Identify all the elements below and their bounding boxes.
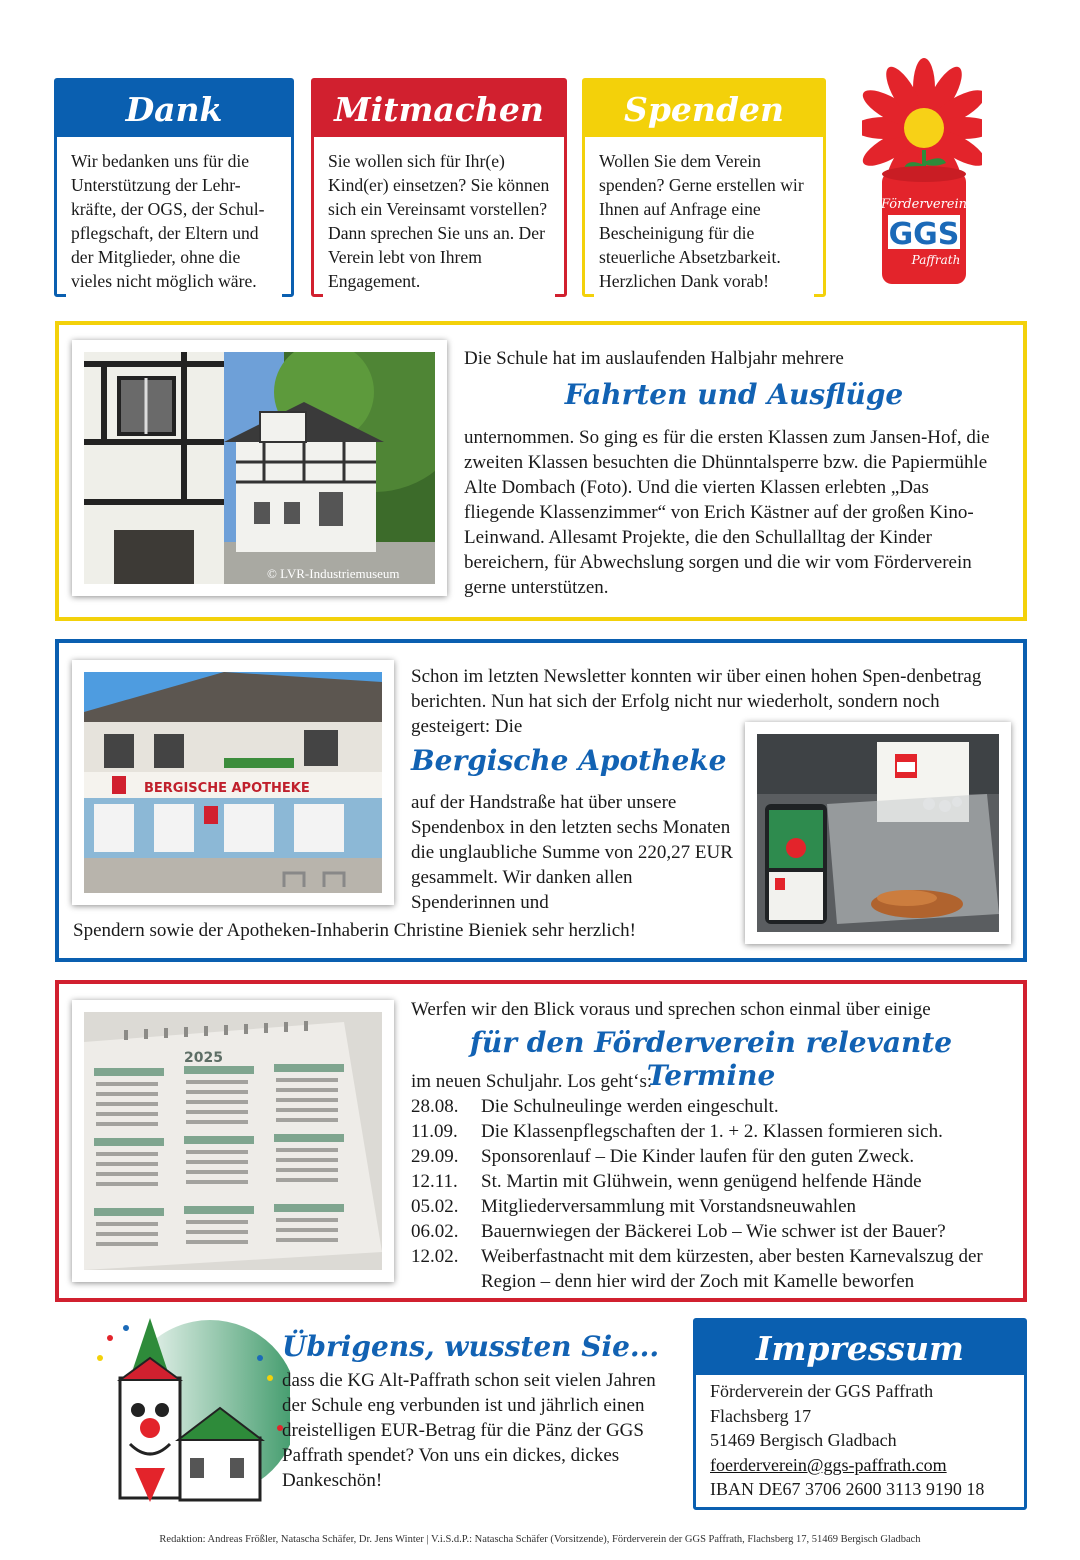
dates-intro: Werfen wir den Blick voraus und sprechen schon einmal über einige xyxy=(411,999,931,1020)
pharmacy-title: Bergische Apotheke xyxy=(411,744,727,777)
date-text: Bauernwiegen der Bäckerei Lob – Wie schwer ist der Bauer? xyxy=(481,1221,946,1242)
date-item xyxy=(411,1094,1021,1119)
date-label: 29.09. xyxy=(411,1146,459,1167)
photo-credit: © LVR-Industriemuseum xyxy=(267,566,400,581)
impressum-body xyxy=(696,1375,1024,1506)
date-label: 28.08. xyxy=(411,1096,459,1117)
date-item xyxy=(411,1169,1021,1194)
box-mitmachen-title: Mitmachen xyxy=(314,81,564,137)
foerderverein-logo xyxy=(862,50,982,300)
impressum-title: Impressum xyxy=(696,1321,1024,1375)
date-text: Sponsorenlauf – Die Kinder laufen für den guten Zweck. xyxy=(481,1146,915,1167)
impressum-box xyxy=(693,1318,1027,1510)
box-dank-text: Wir bedanken uns für die Unterstützung der Lehr-kräfte, der OGS, der Schul-pflegschaft, der Eltern und der Mitglieder, ohne die vieles nicht möglich wäre. xyxy=(66,145,282,297)
impressum-email-link[interactable]: foerderverein@ggs-paffrath.com xyxy=(710,1454,947,1475)
impressum-org: Förderverein der GGS Paffrath xyxy=(710,1381,934,1401)
box-mitmachen xyxy=(311,78,567,297)
date-item xyxy=(411,1244,1021,1294)
logo-line3: Paffrath xyxy=(911,253,961,267)
date-item xyxy=(411,1119,1021,1144)
date-item xyxy=(411,1219,1021,1244)
date-text: Die Klassenpflegschaften der 1. + 2. Klassen formieren sich. xyxy=(481,1121,943,1142)
box-dank-title: Dank xyxy=(57,81,291,137)
photo-spendenbox xyxy=(745,722,1011,944)
box-spenden-text: Wollen Sie dem Verein spenden? Gerne erstellen wir Ihnen auf Anfrage eine Bescheinigung für die steuerliche Absetzbarkeit. Herzlichen Dank vorab! xyxy=(594,145,814,297)
impressum-city: 51469 Bergisch Gladbach xyxy=(710,1430,897,1450)
date-text: St. Martin mit Glühwein, wenn genügend helfende Hände xyxy=(481,1171,922,1192)
dates-lead: im neuen Schuljahr. Los geht‘s: xyxy=(411,1071,653,1092)
pharmacy-intro: Schon im letzten Newsletter konnten wir über einen hohen Spen-denbetrag berichten. Nun hat sich der Erfolg nicht nur wiederholt, sondern noch gesteigert: Die xyxy=(411,666,982,737)
calendar-year: 2025 xyxy=(184,1050,223,1066)
dates-title: für den Förderverein relevante Termine xyxy=(469,1026,953,1092)
photo-apotheke xyxy=(72,660,394,905)
didyouknow-text: dass die KG Alt-Paffrath schon seit vielen Jahren der Schule eng verbunden ist und jährlich einen dreistelligen EUR-Betrag für die Pänz der GGS Paffrath spendet? Von uns ein dickes, dickes Dankeschön! xyxy=(282,1370,656,1491)
box-spenden-title: Spenden xyxy=(585,81,823,137)
impressum-iban: IBAN DE67 3706 2600 3113 9190 18 xyxy=(710,1479,985,1499)
date-item xyxy=(411,1194,1021,1219)
pharmacy-body: auf der Handstraße hat über unsere Spendenbox in den letzten sechs Monaten die unglaubliche Summe von 220,27 EUR gesammelt. Wir danken allen Spenderinnen und xyxy=(411,792,733,913)
photo-kalender xyxy=(72,1000,394,1282)
date-label: 11.09. xyxy=(411,1121,458,1142)
dates-list xyxy=(411,1094,1021,1294)
impressum-street: Flachsberg 17 xyxy=(710,1405,812,1426)
trips-title: Fahrten und Ausflüge xyxy=(564,378,904,411)
date-label: 05.02. xyxy=(411,1196,459,1217)
date-text: Weiberfastnacht mit dem kürzesten, aber besten Karnevalszug der Region – denn hier wird der Zoch mit Kamelle beworfen xyxy=(481,1246,983,1292)
date-label: 12.11. xyxy=(411,1171,458,1192)
date-label: 12.02. xyxy=(411,1246,459,1267)
date-text: Mitgliederversammlung mit Vorstandsneuwahlen xyxy=(481,1196,857,1217)
box-mitmachen-text: Sie wollen sich für Ihr(e) Kind(er) einsetzen? Sie können sich ein Vereinsamt vorstellen? Dann sprechen Sie uns an. Der Verein lebt von Ihrem Engagement. xyxy=(323,145,555,297)
date-label: 06.02. xyxy=(411,1221,459,1242)
logo-line1: Förderverein xyxy=(880,197,968,212)
trips-intro: Die Schule hat im auslaufenden Halbjahr mehrere xyxy=(464,348,844,369)
box-dank xyxy=(54,78,294,297)
apotheke-sign: BERGISCHE APOTHEKE xyxy=(144,781,310,796)
pharmacy-closing: Spendern sowie der Apotheken-Inhaberin Christine Bieniek sehr herzlich! xyxy=(73,920,636,941)
trips-body: unternommen. So ging es für die ersten Klassen zum Jansen-Hof, die zweiten Klassen besuchten die Dhünntalsperre bzw. die Papiermühle Alte Dombach (Foto). Und die vierten Klassen erlebten „Das fliegende Klassenzimmer“ von Erich Kästner auf der großen Kino-Leinwand. Allesamt Projekte, die den Schullalltag der Kinder bereichern, für Abwechslung sorgen und die wir vom Förderverein gerne unterstützen. xyxy=(464,427,990,598)
date-text: Die Schulneulinge werden eingeschult. xyxy=(481,1096,779,1117)
footer-credits: Redaktion: Andreas Frößler, Natascha Schäfer, Dr. Jens Winter | V.i.S.d.P.: Natascha Schäfer (Vorsitzende), Förderverein der GGS Paffrath, Flachsberg 17, 51469 Bergisch Gladbach xyxy=(159,1534,921,1545)
didyouknow-title: Übrigens, wussten Sie... xyxy=(282,1330,660,1363)
logo-line2: GGS xyxy=(888,217,960,252)
date-item xyxy=(411,1144,1021,1169)
box-spenden xyxy=(582,78,826,297)
photo-papiermuehle xyxy=(72,340,447,596)
kg-alt-paffrath-illustration xyxy=(90,1318,290,1504)
